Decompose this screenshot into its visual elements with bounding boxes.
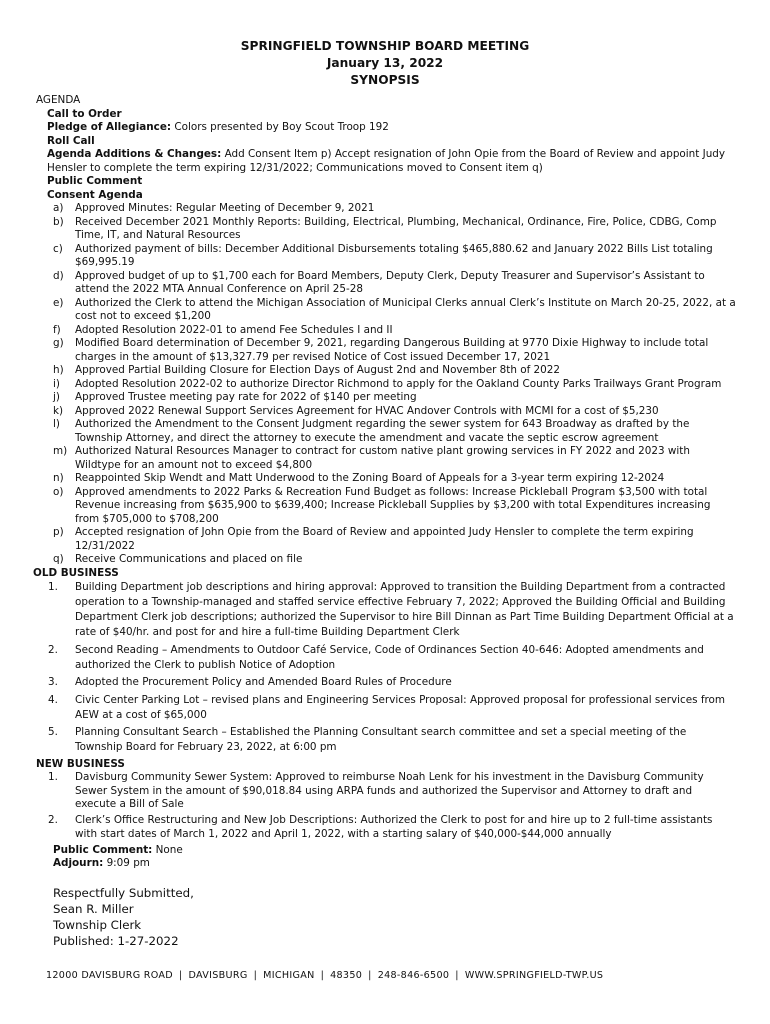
document-type: SYNOPSIS — [350, 73, 420, 87]
item-text: Planning Consultant Search – Established the Planning Consultant search committee and set a special meeting of the Township Board for February 23, 2022, at 6:00 pm — [75, 726, 687, 753]
list-item — [46, 364, 736, 378]
item-text: Clerk’s Office Restructuring and New Job Descriptions: Authorized the Clerk to post for and hire up to 2 full-time assistants with start dates of March 1, 2022 and April 1, 2022, with a starting salary of $40,000-$44,000 annually — [75, 814, 713, 840]
additions-label: Agenda Additions & Changes: — [47, 148, 222, 160]
adjourn-value: 9:09 pm — [103, 857, 150, 869]
list-item — [46, 378, 736, 392]
document-body — [33, 94, 736, 949]
item-text: Modified Board determination of December 9, 2021, regarding Dangerous Building at 9770 Dixie Highway to include total charges in the amount of $13,327.79 per revised Notice of Cost issued December 17, 2021 — [75, 337, 709, 363]
pledge-text: Colors presented by Boy Scout Troop 192 — [171, 121, 389, 133]
published-date: Published: 1-27-2022 — [53, 933, 179, 948]
agenda-heading: AGENDA — [36, 94, 81, 106]
footer-city: DAVISBURG — [188, 970, 248, 981]
public-comment-label: Public Comment: — [53, 843, 153, 856]
item-marker: 1. — [48, 771, 58, 783]
item-text: Adopted Resolution 2022-01 to amend Fee Schedules I and II — [75, 323, 393, 336]
item-text: Approved Minutes: Regular Meeting of December 9, 2021 — [75, 202, 375, 214]
list-item — [46, 324, 736, 338]
signature-closing: Respectfully Submitted, — [53, 885, 194, 900]
item-text: Second Reading – Amendments to Outdoor Café Service, Code of Ordinances Section 40-646: Adopted amendments and authorized the Clerk to publish Notice of Adoption — [75, 643, 704, 671]
item-marker: a) — [53, 202, 64, 214]
footer-website[interactable]: WWW.SPRINGFIELD-TWP.US — [464, 970, 604, 981]
item-marker: e) — [53, 296, 64, 309]
item-marker: o) — [53, 485, 64, 498]
item-marker: k) — [53, 404, 64, 417]
call-to-order: Call to Order — [47, 107, 122, 120]
footer-separator: | — [253, 970, 258, 981]
public-comment-heading: Public Comment — [47, 175, 143, 187]
list-item — [46, 814, 736, 841]
meeting-date: January 13, 2022 — [326, 56, 444, 70]
item-text: Receive Communications and placed on file — [75, 553, 303, 565]
list-item — [46, 553, 736, 567]
public-comment-line — [53, 844, 736, 858]
list-item — [46, 643, 736, 673]
adjourn-line — [53, 857, 736, 871]
item-marker: i) — [53, 377, 60, 390]
item-marker: c) — [53, 242, 63, 255]
item-marker: p) — [53, 526, 64, 538]
consent-agenda-heading: Consent Agenda — [47, 188, 143, 201]
new-business-list — [36, 771, 736, 841]
item-marker: m) — [53, 445, 68, 457]
list-item — [46, 580, 736, 640]
signature-name: Sean R. Miller — [53, 901, 134, 916]
list-item — [46, 486, 736, 527]
adjourn-label: Adjourn: — [53, 857, 104, 869]
list-item — [46, 243, 736, 270]
old-business-list — [36, 580, 736, 755]
list-item — [46, 472, 736, 486]
footer-separator: | — [320, 970, 325, 981]
footer-separator: | — [368, 970, 372, 981]
item-text: Authorized payment of bills: December Additional Disbursements totaling $465,880.62 and January 2022 Bills List totaling $69,995.19 — [75, 242, 713, 268]
document-header — [0, 38, 770, 89]
meeting-title: SPRINGFIELD TOWNSHIP BOARD MEETING — [240, 39, 530, 53]
list-item — [46, 270, 736, 297]
footer-zip: 48350 — [330, 970, 363, 981]
public-comment-value: None — [152, 843, 183, 856]
list-item — [46, 693, 736, 723]
item-marker: 3. — [48, 676, 58, 688]
old-business-heading: OLD BUSINESS — [33, 566, 119, 579]
footer-state: MICHIGAN — [263, 970, 315, 981]
list-item — [46, 297, 736, 324]
consent-agenda-list — [36, 202, 736, 567]
signature-title: Township Clerk — [53, 917, 142, 932]
footer-phone: 248-846-6500 — [377, 970, 450, 981]
list-item — [46, 418, 736, 445]
footer-address: 12000 DAVISBURG ROAD — [46, 970, 173, 981]
item-marker: l) — [53, 418, 60, 430]
item-text: Authorized the Clerk to attend the Michigan Association of Municipal Clerks annual Clerk’s Institute on March 20-25, 2022, at a cost not to exceed $1,200 — [75, 296, 736, 322]
list-item — [46, 216, 736, 243]
list-item — [46, 202, 736, 216]
item-text: Authorized the Amendment to the Consent Judgment regarding the sewer system for 643 Broadway as drafted by the Township Attorney, and direct the attorney to execute the amendment and vacate the septic escrow agreement — [75, 418, 690, 444]
pledge-line — [47, 121, 736, 135]
footer-separator: | — [455, 970, 459, 981]
agenda-additions — [47, 148, 736, 175]
new-business-heading: NEW BUSINESS — [36, 757, 125, 770]
item-marker: 1. — [48, 581, 58, 593]
item-marker: 4. — [48, 693, 58, 706]
signature-block — [53, 885, 736, 949]
item-text: Davisburg Community Sewer System: Approved to reimburse Noah Lenk for his investment in the Davisburg Community Sewer System in the amount of $90,018.84 using ARPA funds and authorized the Supervisor and Attorney to draft and execute a Bill of Sale — [75, 771, 704, 810]
item-marker: q) — [53, 553, 64, 565]
roll-call: Roll Call — [47, 134, 95, 147]
additions-text: Add Consent Item p) Accept resignation of John Opie from the Board of Review and appoint Judy Hensler to complete the term expiring 12/31/2022; Communications moved to Consent item q) — [47, 148, 726, 174]
footer-separator: | — [178, 970, 183, 981]
list-item — [46, 526, 736, 553]
list-item — [46, 675, 736, 690]
item-text: Reappointed Skip Wendt and Matt Underwood to the Zoning Board of Appeals for a 3-year term expiring 12-2024 — [75, 472, 665, 484]
pledge-label: Pledge of Allegiance: — [47, 121, 172, 133]
item-text: Civic Center Parking Lot – revised plans and Engineering Services Proposal: Approved proposal for professional services from AEW at a cost of $65,000 — [75, 693, 726, 721]
item-marker: f) — [53, 323, 61, 336]
item-marker: n) — [53, 472, 64, 484]
list-item — [46, 405, 736, 419]
item-marker: d) — [53, 269, 64, 282]
item-text: Adopted the Procurement Policy and Amended Board Rules of Procedure — [75, 676, 452, 688]
item-marker: 2. — [48, 643, 58, 656]
item-text: Building Department job descriptions and hiring approval: Approved to transition the Building Department from a contracted operation to a Township-managed and staffed service effective February 7, 2022; Approved the Building Official and Building Department Clerk job descriptions; authorized the Supervisor to hire Bill Dinnan as Part Time Building Department Official at a rate of $40/hr. and post for and hire a full-time Building Department Clerk — [75, 581, 734, 638]
item-text: Adopted Resolution 2022-02 to authorize Director Richmond to apply for the Oakland County Parks Trailways Grant Program — [75, 377, 722, 390]
list-item — [46, 445, 736, 472]
item-text: Approved Partial Building Closure for Election Days of August 2nd and November 8th of 2022 — [75, 364, 560, 376]
item-marker: g) — [53, 337, 64, 349]
item-text: Approved 2022 Renewal Support Services Agreement for HVAC Andover Controls with MCMI for a cost of $5,230 — [75, 404, 659, 417]
item-marker: 5. — [48, 726, 58, 738]
item-text: Authorized Natural Resources Manager to contract for custom native plant growing services in FY 2022 and 2023 with Wildtype for an amount not to exceed $4,800 — [75, 445, 690, 471]
list-item — [46, 391, 736, 405]
item-text: Approved budget of up to $1,700 each for Board Members, Deputy Clerk, Deputy Treasurer and Supervisor’s Assistant to attend the 2022 MTA Annual Conference on April 25-28 — [75, 269, 705, 295]
page-footer — [46, 969, 603, 983]
item-text: Accepted resignation of John Opie from the Board of Review and appointed Judy Hensler to complete the term expiring 12/31/2022 — [75, 526, 694, 552]
item-marker: h) — [53, 364, 64, 376]
list-item — [46, 771, 736, 812]
list-item — [46, 725, 736, 755]
item-text: Approved amendments to 2022 Parks & Recreation Fund Budget as follows: Increase Pickleball Program $3,500 with total Revenue increasing from $635,900 to $639,400; Increase Pickleball Supplies by $3,200 with total Expenditures increasing from $705,000 to $708,200 — [75, 485, 711, 525]
item-marker: j) — [53, 391, 60, 403]
item-marker: 2. — [48, 814, 58, 826]
item-text: Received December 2021 Monthly Reports: Building, Electrical, Plumbing, Mechanical, Ordinance, Fire, Police, CDBG, Comp Time, IT, and Natural Resources — [75, 215, 717, 241]
item-marker: b) — [53, 215, 64, 228]
list-item — [46, 337, 736, 364]
item-text: Approved Trustee meeting pay rate for 2022 of $140 per meeting — [75, 391, 417, 403]
